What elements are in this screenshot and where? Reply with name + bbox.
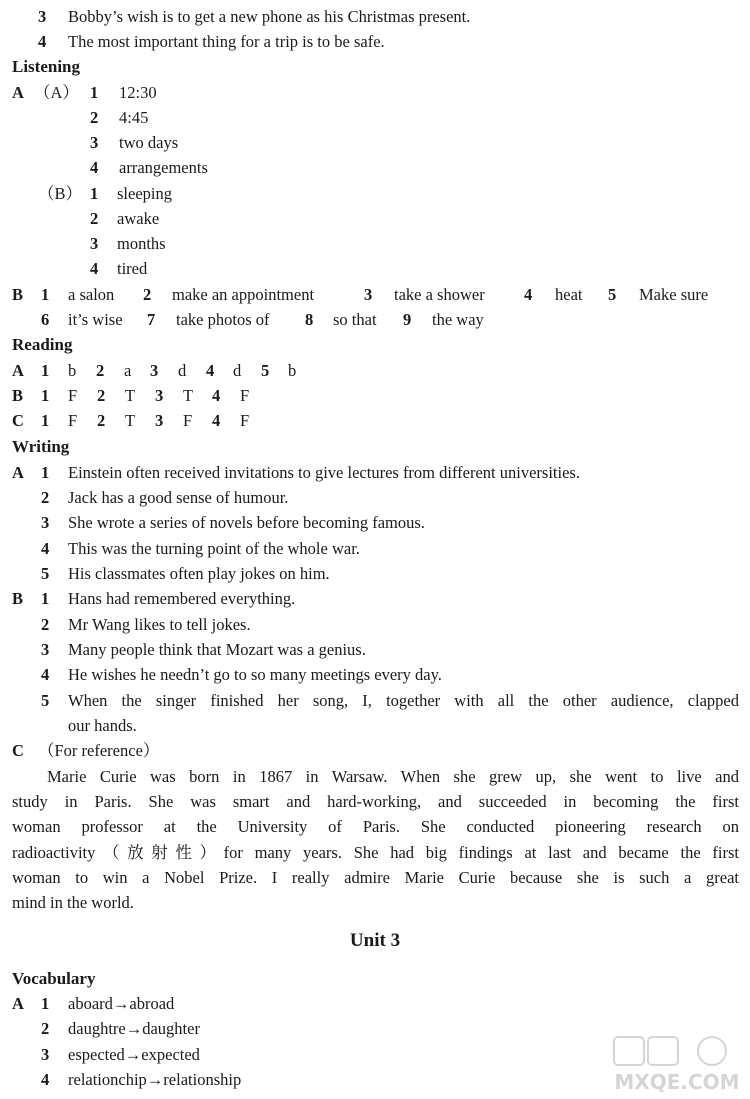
answer-line bbox=[0, 256, 750, 281]
answer-text: T bbox=[183, 386, 194, 405]
item-number: 4 bbox=[212, 386, 221, 405]
answer-line bbox=[0, 4, 750, 29]
answer-text: awake bbox=[117, 209, 160, 228]
item-number: 5 bbox=[41, 691, 50, 710]
item-number: 1 bbox=[41, 285, 50, 304]
answer-text: Many people think that Mozart was a genius. bbox=[68, 640, 366, 659]
answer-line bbox=[0, 206, 750, 231]
answer-line bbox=[0, 561, 750, 586]
answer-text: the way bbox=[432, 310, 484, 329]
answer-text: Mr Wang likes to tell jokes. bbox=[68, 615, 251, 634]
item-number: 4 bbox=[90, 259, 99, 278]
item-number: 3 bbox=[364, 285, 373, 304]
item-number: 4 bbox=[41, 539, 50, 558]
answer-text: daughtre→daughter bbox=[68, 1019, 200, 1038]
answer-text: T bbox=[125, 386, 136, 405]
answer-line bbox=[0, 105, 750, 130]
item-number: 2 bbox=[97, 411, 106, 430]
answer-text: two days bbox=[119, 133, 179, 152]
answer-text: F bbox=[183, 411, 193, 430]
part-label: C bbox=[12, 411, 24, 430]
item-number: 2 bbox=[41, 615, 50, 634]
answer-text: When the singer finished her song, I, together with all the other audience, clapped bbox=[68, 691, 739, 710]
answer-line bbox=[0, 662, 750, 687]
answer-line bbox=[0, 130, 750, 155]
answer-text: arrangements bbox=[119, 158, 208, 177]
answer-text: espected→expected bbox=[68, 1045, 200, 1064]
item-number: 8 bbox=[305, 310, 314, 329]
item-number: 5 bbox=[41, 564, 50, 583]
answer-text: 4:45 bbox=[119, 108, 149, 127]
answer-text: tired bbox=[117, 259, 148, 278]
answer-text: a salon bbox=[68, 285, 115, 304]
item-number: 4 bbox=[41, 665, 50, 684]
item-number: 3 bbox=[41, 640, 50, 659]
part-label: A bbox=[12, 994, 24, 1013]
section-heading-reading: Reading bbox=[12, 335, 73, 354]
answer-text: His classmates often play jokes on him. bbox=[68, 564, 330, 583]
item-number: 1 bbox=[41, 411, 50, 430]
answer-text: He wishes he needn’t go to so many meetings every day. bbox=[68, 665, 442, 684]
answer-text: The most important thing for a trip is to be safe. bbox=[68, 32, 385, 51]
answer-text: sleeping bbox=[117, 184, 172, 203]
paragraph-line: Marie Curie was born in 1867 in Warsaw. When she grew up, she went to live and bbox=[47, 767, 739, 786]
part-label: A bbox=[12, 83, 24, 102]
answer-text: take photos of bbox=[176, 310, 270, 329]
item-number: 1 bbox=[90, 83, 99, 102]
item-number: 3 bbox=[90, 234, 99, 253]
answer-line bbox=[0, 383, 750, 408]
paragraph-line: mind in the world. bbox=[12, 893, 134, 912]
item-number: 2 bbox=[97, 386, 106, 405]
item-number: 4 bbox=[41, 1070, 50, 1089]
unit-title: Unit 3 bbox=[349, 930, 401, 951]
answer-text: F bbox=[68, 386, 78, 405]
section-heading-listening: Listening bbox=[12, 57, 81, 76]
answer-line bbox=[0, 713, 750, 738]
answer-line bbox=[0, 688, 750, 713]
item-number: 3 bbox=[155, 411, 164, 430]
item-number: 7 bbox=[147, 310, 156, 329]
item-number: 4 bbox=[206, 361, 215, 380]
item-number: 4 bbox=[212, 411, 221, 430]
answer-line bbox=[0, 991, 750, 1016]
answer-line bbox=[0, 586, 750, 611]
answer-text: our hands. bbox=[68, 716, 137, 735]
item-number: 5 bbox=[261, 361, 270, 380]
answer-text: 12:30 bbox=[119, 83, 157, 102]
item-number: 3 bbox=[41, 513, 50, 532]
answer-text: Jack has a good sense of humour. bbox=[68, 488, 289, 507]
answer-line bbox=[0, 460, 750, 485]
paragraph-line: woman to win a Nobel Prize. I really admire Marie Curie because she is such a great bbox=[12, 868, 739, 887]
answer-text: heat bbox=[555, 285, 583, 304]
item-number: 2 bbox=[41, 1019, 50, 1038]
answer-line bbox=[0, 536, 750, 561]
paragraph-line: study in Paris. She was smart and hard-working, and succeeded in becoming the first bbox=[12, 792, 739, 811]
part-label: A bbox=[12, 463, 24, 482]
answer-line bbox=[0, 29, 750, 54]
item-number: 1 bbox=[41, 994, 50, 1013]
answer-text: F bbox=[68, 411, 78, 430]
answer-line bbox=[0, 80, 750, 105]
reference-note: （For reference） bbox=[38, 741, 160, 760]
watermark-logo bbox=[612, 1035, 742, 1095]
answer-text: F bbox=[240, 411, 250, 430]
item-number: 9 bbox=[403, 310, 412, 329]
paragraph-line: radioactivity（放射性）for many years. She had big findings at last and became the first bbox=[12, 843, 739, 862]
answer-line bbox=[0, 358, 750, 383]
section-heading-vocabulary: Vocabulary bbox=[12, 969, 96, 988]
answer-line bbox=[0, 231, 750, 256]
watermark-icon bbox=[698, 1037, 726, 1065]
watermark-icon bbox=[648, 1037, 678, 1065]
answer-text: b bbox=[68, 361, 77, 380]
answer-line bbox=[0, 637, 750, 662]
part-label: B bbox=[12, 386, 24, 405]
answer-text: This was the turning point of the whole war. bbox=[68, 539, 360, 558]
answer-text: months bbox=[117, 234, 166, 253]
item-number: 3 bbox=[41, 1045, 50, 1064]
answer-text: T bbox=[125, 411, 136, 430]
sub-part-label: （B） bbox=[38, 184, 83, 203]
answer-text: Hans had remembered everything. bbox=[68, 589, 296, 608]
answer-line bbox=[0, 612, 750, 637]
item-number: 3 bbox=[90, 133, 99, 152]
part-label: B bbox=[12, 285, 24, 304]
answer-text: make an appointment bbox=[172, 285, 315, 304]
answer-text: She wrote a series of novels before becoming famous. bbox=[68, 513, 425, 532]
item-number: 2 bbox=[90, 108, 99, 127]
answer-line bbox=[0, 181, 750, 206]
paragraph-line: woman professor at the University of Paris. She conducted pioneering research on bbox=[12, 817, 739, 836]
answer-line bbox=[0, 408, 750, 433]
item-number: 4 bbox=[524, 285, 533, 304]
answer-text: d bbox=[178, 361, 187, 380]
answer-text: it’s wise bbox=[68, 310, 123, 329]
item-number: 2 bbox=[90, 209, 99, 228]
item-number: 4 bbox=[90, 158, 99, 177]
answer-text: Einstein often received invitations to give lectures from different universities. bbox=[68, 463, 580, 482]
item-number: 1 bbox=[41, 463, 50, 482]
item-number: 5 bbox=[608, 285, 617, 304]
answer-text: b bbox=[288, 361, 297, 380]
watermark-text: MXQE.COM bbox=[614, 1070, 740, 1094]
answer-text: take a shower bbox=[394, 285, 485, 304]
answer-line bbox=[0, 155, 750, 180]
answer-text: a bbox=[124, 361, 132, 380]
item-number: 1 bbox=[41, 361, 50, 380]
sub-part-label: （A） bbox=[34, 83, 79, 102]
answer-line bbox=[0, 307, 750, 332]
answer-text: aboard→abroad bbox=[68, 994, 175, 1013]
item-number: 1 bbox=[41, 589, 50, 608]
answer-text: so that bbox=[333, 310, 377, 329]
answer-line bbox=[0, 510, 750, 535]
item-number: 2 bbox=[41, 488, 50, 507]
item-number: 1 bbox=[90, 184, 99, 203]
watermark-icon bbox=[614, 1037, 644, 1065]
answer-text: F bbox=[240, 386, 250, 405]
answer-line bbox=[0, 282, 750, 307]
answer-line bbox=[0, 485, 750, 510]
answer-text: relationchip→relationship bbox=[68, 1070, 242, 1089]
item-number: 2 bbox=[96, 361, 105, 380]
answer-text: Make sure bbox=[639, 285, 709, 304]
item-number: 2 bbox=[143, 285, 152, 304]
answer-line bbox=[0, 738, 750, 763]
item-number: 6 bbox=[41, 310, 50, 329]
section-heading-writing: Writing bbox=[12, 437, 70, 456]
part-label: C bbox=[12, 741, 24, 760]
answer-text: Bobby’s wish is to get a new phone as his Christmas present. bbox=[68, 7, 471, 26]
item-number: 3 bbox=[150, 361, 159, 380]
part-label: A bbox=[12, 361, 24, 380]
answer-text: d bbox=[233, 361, 242, 380]
part-label: B bbox=[12, 589, 24, 608]
item-number: 1 bbox=[41, 386, 50, 405]
item-number: 3 bbox=[155, 386, 164, 405]
item-number: 3 bbox=[38, 7, 47, 26]
item-number: 4 bbox=[38, 32, 47, 51]
